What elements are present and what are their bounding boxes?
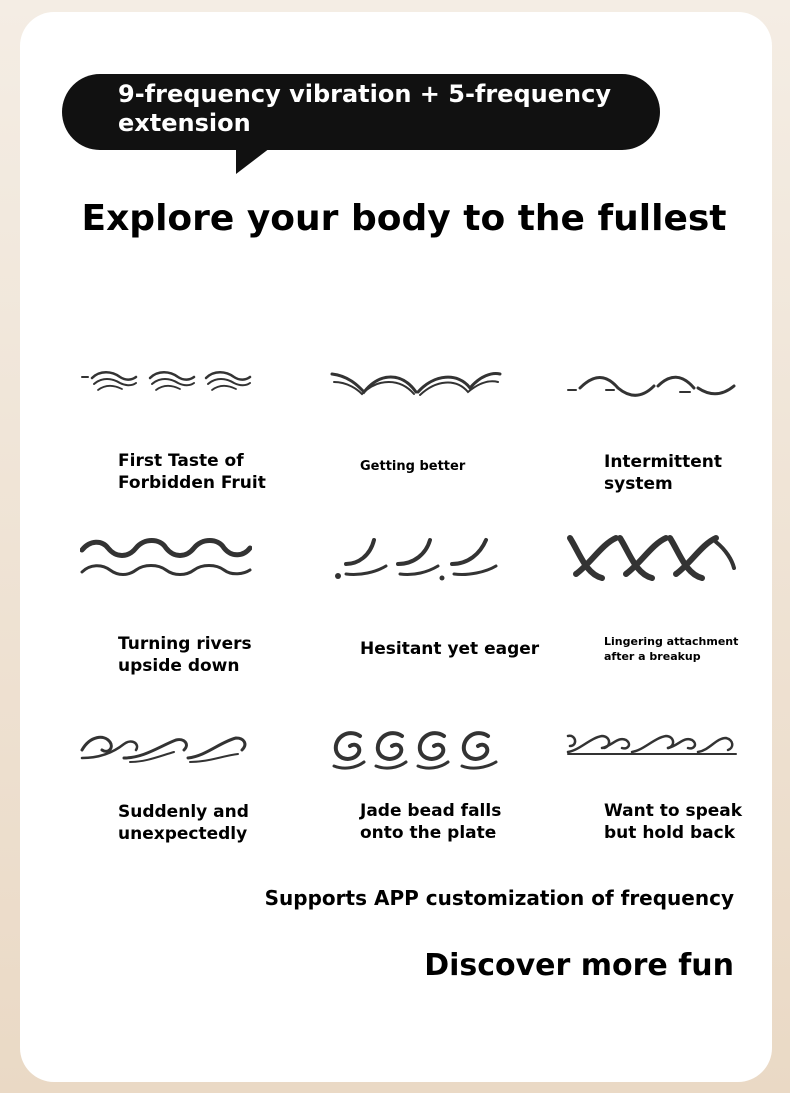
river-wave-icon — [80, 534, 252, 584]
splash-wave-icon — [330, 534, 502, 584]
mode-label-1: First Taste of Forbidden Fruit — [118, 451, 266, 493]
speech-bubble-tail — [236, 148, 270, 174]
mode-label-6: Lingering attachment after a breakup — [604, 635, 739, 663]
mode-label-2: Getting better — [360, 459, 466, 474]
mode-label-3: Intermittent system — [604, 452, 723, 494]
cloud-swirl-icon — [566, 724, 738, 774]
rising-wave-icon — [330, 362, 502, 412]
spiral-bead-icon — [330, 724, 502, 774]
mode-label-7: Suddenly and unexpectedly — [118, 802, 249, 844]
curl-wave-icon — [80, 724, 252, 774]
mode-label-5: Hesitant yet eager — [360, 639, 540, 659]
intermittent-wave-icon — [566, 362, 738, 412]
mode-label-9: Want to speak but hold back — [604, 801, 743, 843]
soft-ripple-icon — [80, 362, 252, 412]
app-support-text: Supports APP customization of frequency — [264, 886, 734, 910]
mode-label-8: Jade bead falls onto the plate — [360, 801, 502, 843]
twisted-wave-icon — [566, 534, 738, 584]
mode-label-4: Turning rivers upside down — [118, 634, 252, 676]
discover-text: Discover more fun — [424, 948, 734, 983]
headline: Explore your body to the fullest — [81, 198, 727, 239]
bubble-text: 9-frequency vibration + 5-frequency extension — [118, 80, 611, 137]
